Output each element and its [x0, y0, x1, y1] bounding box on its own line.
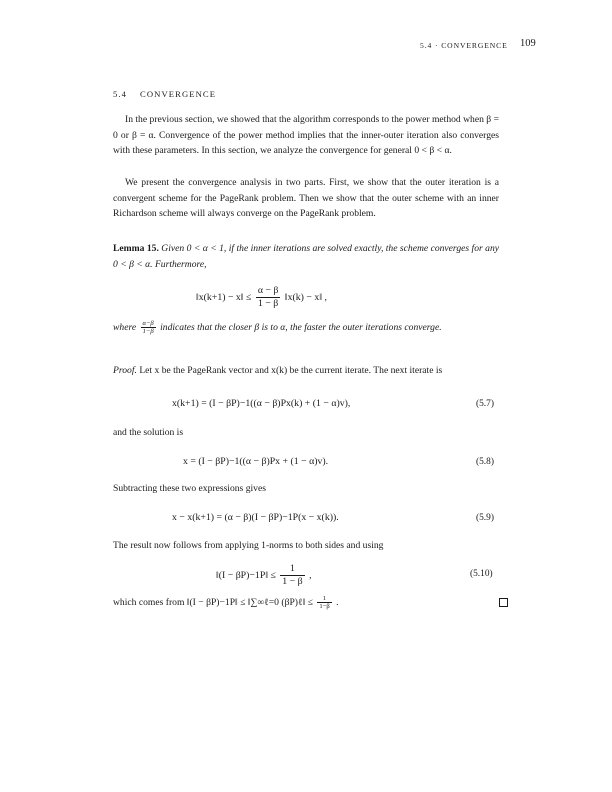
proof-label: Proof. — [113, 365, 137, 376]
lemma-ineq-right: ‖x(k) − x‖ , — [284, 291, 327, 303]
proof-text-2: and the solution is — [113, 427, 184, 438]
proof-final-fraction — [317, 595, 331, 610]
lemma-frac-num: α − β — [257, 285, 279, 296]
lemma-where-clause — [113, 320, 499, 336]
lemma-where-den: 1−β — [142, 328, 154, 336]
proof-text-3: Subtracting these two expressions gives — [113, 483, 266, 494]
equation-number-5-8: (5.8) — [476, 457, 494, 467]
proof-intro-text: Let x be the PageRank vector and x(k) be the current iterate. The next iterate is — [139, 365, 443, 376]
lemma-text: Given 0 < α < 1, if the inner iterations are solved exactly, the scheme converges for any 0 < β < α. Furthermore, — [113, 243, 500, 270]
lemma-statement — [113, 241, 499, 272]
proof-intro — [113, 363, 499, 379]
section-title: 5.4 CONVERGENCE — [113, 89, 217, 99]
equation-5-8: x = (I − βP)−1((α − β)Px + (1 − α)v). — [183, 456, 329, 467]
eq510-den: 1 − β — [282, 576, 303, 587]
eq510-num: 1 — [280, 563, 304, 576]
equation-5-7: x(k+1) = (I − βP)−1((α − β)Px(k) + (1 − α)v), — [172, 398, 351, 409]
qed-box-icon — [499, 598, 508, 607]
lemma-where-post: indicates that the closer β is to α, the faster the outer iterations converge. — [160, 322, 442, 333]
eq510-left: ‖(I − βP)−1P‖ ≤ — [216, 569, 276, 581]
lemma-label: Lemma 15. — [113, 243, 159, 254]
proof-final-line — [113, 595, 473, 611]
equation-number-5-10: (5.10) — [470, 569, 493, 579]
running-header-section: 5.4 · CONVERGENCE — [420, 41, 508, 50]
proof-final-pre: which comes from ‖(I − βP)−1P‖ ≤ ‖∑∞ℓ=0 (βP)ℓ‖ ≤ — [113, 597, 313, 608]
paragraph-1: In the previous section, we showed that the algorithm corresponds to the power method when β = 0 or β = α. Convergence of the power method implies that the inner-outer iteration also converges with these parameters. In this section, we analyze the convergence for general 0 < β < α. — [113, 114, 499, 157]
proof-final-den: 1−β — [319, 603, 330, 611]
eq510-tail: , — [309, 569, 312, 581]
lemma-inequality — [196, 285, 327, 310]
equation-5-10 — [216, 563, 312, 588]
page-number: 109 — [520, 38, 536, 49]
equation-5-9: x − x(k+1) = (α − β)(I − βP)−1P(x − x(k)). — [172, 512, 339, 523]
lemma-where-num: α−β — [142, 320, 154, 328]
equation-number-5-7: (5.7) — [476, 399, 494, 409]
equation-number-5-9: (5.9) — [476, 513, 494, 523]
lemma-where-pre: where — [113, 322, 137, 333]
lemma-where-fraction — [141, 320, 156, 335]
lemma-ineq-fraction — [256, 285, 281, 310]
paragraph-2: We present the convergence analysis in two parts. First, we show that the outer iteration is a convergent scheme for the PageRank problem. Then we show that the outer scheme with an inner Richardson scheme will always converge on the PageRank problem. — [113, 177, 499, 220]
proof-final-num: 1 — [317, 595, 331, 603]
proof-text-4: The result now follows from applying 1-norms to both sides and using — [113, 540, 384, 551]
lemma-frac-den: 1 − β — [257, 298, 279, 309]
proof-final-tail: . — [336, 597, 339, 608]
eq510-fraction — [280, 563, 304, 588]
lemma-ineq-left: ‖x(k+1) − x‖ ≤ — [196, 291, 252, 303]
